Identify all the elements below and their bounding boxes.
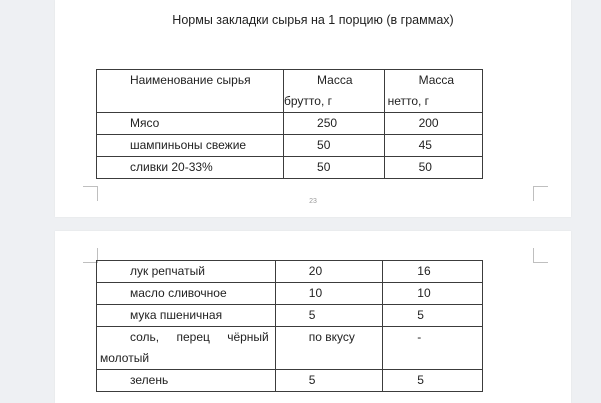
page-margin-corner-mark bbox=[533, 248, 548, 263]
header-gross-line1: Масса bbox=[317, 73, 353, 87]
row-net: 10 bbox=[383, 283, 483, 305]
row-net: 50 bbox=[384, 157, 482, 179]
row-gross: 20 bbox=[275, 261, 383, 283]
row-gross: 10 bbox=[275, 283, 383, 305]
row-net: 200 bbox=[384, 113, 482, 135]
row-name: лук репчатый bbox=[97, 261, 276, 283]
row-name-word: соль, bbox=[130, 330, 160, 344]
row-net: 5 bbox=[383, 305, 483, 327]
row-gross: 250 bbox=[284, 113, 385, 135]
raw-materials-table-part-1 bbox=[96, 69, 483, 179]
row-gross: 5 bbox=[275, 305, 383, 327]
row-name bbox=[97, 327, 276, 370]
row-name-word: перец bbox=[176, 330, 210, 344]
table-row bbox=[97, 305, 483, 327]
row-gross: 5 bbox=[275, 370, 383, 392]
row-name: зелень bbox=[97, 370, 276, 392]
header-net-cell bbox=[384, 70, 482, 113]
header-gross-cell bbox=[284, 70, 385, 113]
header-gross-line2: брутто, г bbox=[284, 94, 333, 108]
table-row bbox=[97, 327, 483, 370]
row-gross: 50 bbox=[284, 157, 385, 179]
document-title: Нормы закладки сырья на 1 порцию (в граммах) bbox=[172, 13, 454, 27]
raw-materials-table-part-2 bbox=[96, 260, 483, 392]
row-name-word: чёрный bbox=[227, 330, 269, 344]
header-name-cell: Наименование сырья bbox=[97, 70, 284, 113]
row-net: 45 bbox=[384, 135, 482, 157]
table-row bbox=[97, 370, 483, 392]
table-header-row bbox=[97, 70, 483, 113]
header-net-line1: Масса bbox=[418, 73, 455, 87]
row-name: сливки 20-33% bbox=[97, 157, 284, 179]
row-name: масло сливочное bbox=[97, 283, 276, 305]
table-row bbox=[97, 157, 483, 179]
row-name: Мясо bbox=[97, 113, 284, 135]
table-row bbox=[97, 113, 483, 135]
row-name: мука пшеничная bbox=[97, 305, 276, 327]
row-net: 5 bbox=[383, 370, 483, 392]
row-gross: 50 bbox=[284, 135, 385, 157]
row-name-line1 bbox=[100, 327, 275, 348]
row-name-line2: молотый bbox=[100, 351, 150, 365]
row-net: - bbox=[383, 327, 483, 370]
table-row bbox=[97, 283, 483, 305]
row-net: 16 bbox=[383, 261, 483, 283]
document-page-1 bbox=[55, 0, 571, 217]
table-row bbox=[97, 135, 483, 157]
row-gross: по вкусу bbox=[275, 327, 383, 370]
header-net-line2: нетто, г bbox=[387, 94, 430, 108]
row-name: шампиньоны свежие bbox=[97, 135, 284, 157]
page-number: 23 bbox=[309, 198, 317, 205]
table-row bbox=[97, 261, 483, 283]
